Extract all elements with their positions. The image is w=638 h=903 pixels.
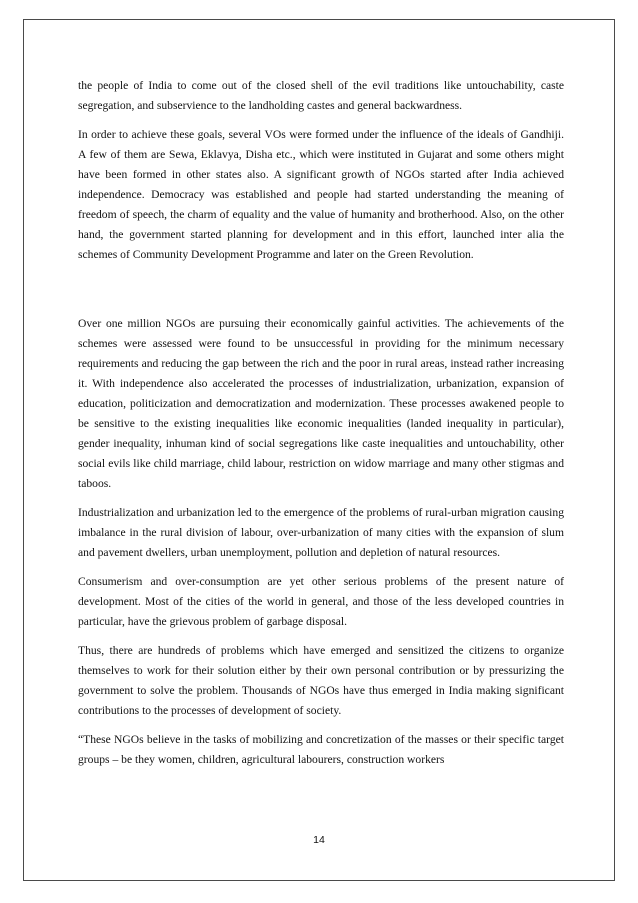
paragraph: “These NGOs believe in the tasks of mobilizing and concretization of the masses or their specific target groups – be they women, children, agricultural labourers, construction workers	[78, 733, 564, 766]
paragraph: Thus, there are hundreds of problems which have emerged and sensitized the citizens to organize themselves to work for their solution either by their own personal contribution or by pressurizing the government to solve the problem. Thousands of NGOs have thus emerged in India making significant contributions to the processes of development of society.	[78, 644, 564, 717]
paragraph: Consumerism and over-consumption are yet other serious problems of the present nature of development. Most of the cities of the world in general, and those of the less developed countries in particular, have the grievous problem of garbage disposal.	[78, 575, 564, 628]
page-number: 14	[313, 834, 325, 846]
paragraph: In order to achieve these goals, several VOs were formed under the influence of the ideals of Gandhiji. A few of them are Sewa, Eklavya, Disha etc., which were instituted in Gujarat and some others might have been formed in other states also. A significant growth of NGOs started after India achieved independence. Democracy was established and people had started understanding the meaning of freedom of speech, the charm of equality and the value of humanity and brotherhood. Also, on the other hand, the government started planning for development and in this effort, launched inter alia the schemes of Community Development Programme and later on the Green Revolution.	[78, 128, 564, 261]
page-body	[78, 76, 564, 770]
paragraph: Industrialization and urbanization led to the emergence of the problems of rural-urban migration causing imbalance in the rural division of labour, over-urbanization of many cities with the expansion of slum and pavement dwellers, urban unemployment, pollution and depletion of natural resources.	[78, 506, 564, 559]
paragraph: Over one million NGOs are pursuing their economically gainful activities. The achievements of the schemes were assessed were found to be unsuccessful in providing for the minimum necessary requirements and reducing the gap between the rich and the poor in rural areas, instead rather increasing it. With independence also accelerated the processes of industrialization, urbanization, expansion of education, politicization and democratization and modernization. These processes awakened people to be sensitive to the existing inequalities like economic inequalities (landed inequality in particular), gender inequality, inhuman kind of social segregations like caste inequalities and untouchability, other social evils like child marriage, child labour, restriction on widow marriage and many other stigmas and taboos.	[78, 317, 564, 490]
paragraph: the people of India to come out of the closed shell of the evil traditions like untouchability, caste segregation, and subservience to the landholding castes and general backwardness.	[78, 79, 564, 112]
